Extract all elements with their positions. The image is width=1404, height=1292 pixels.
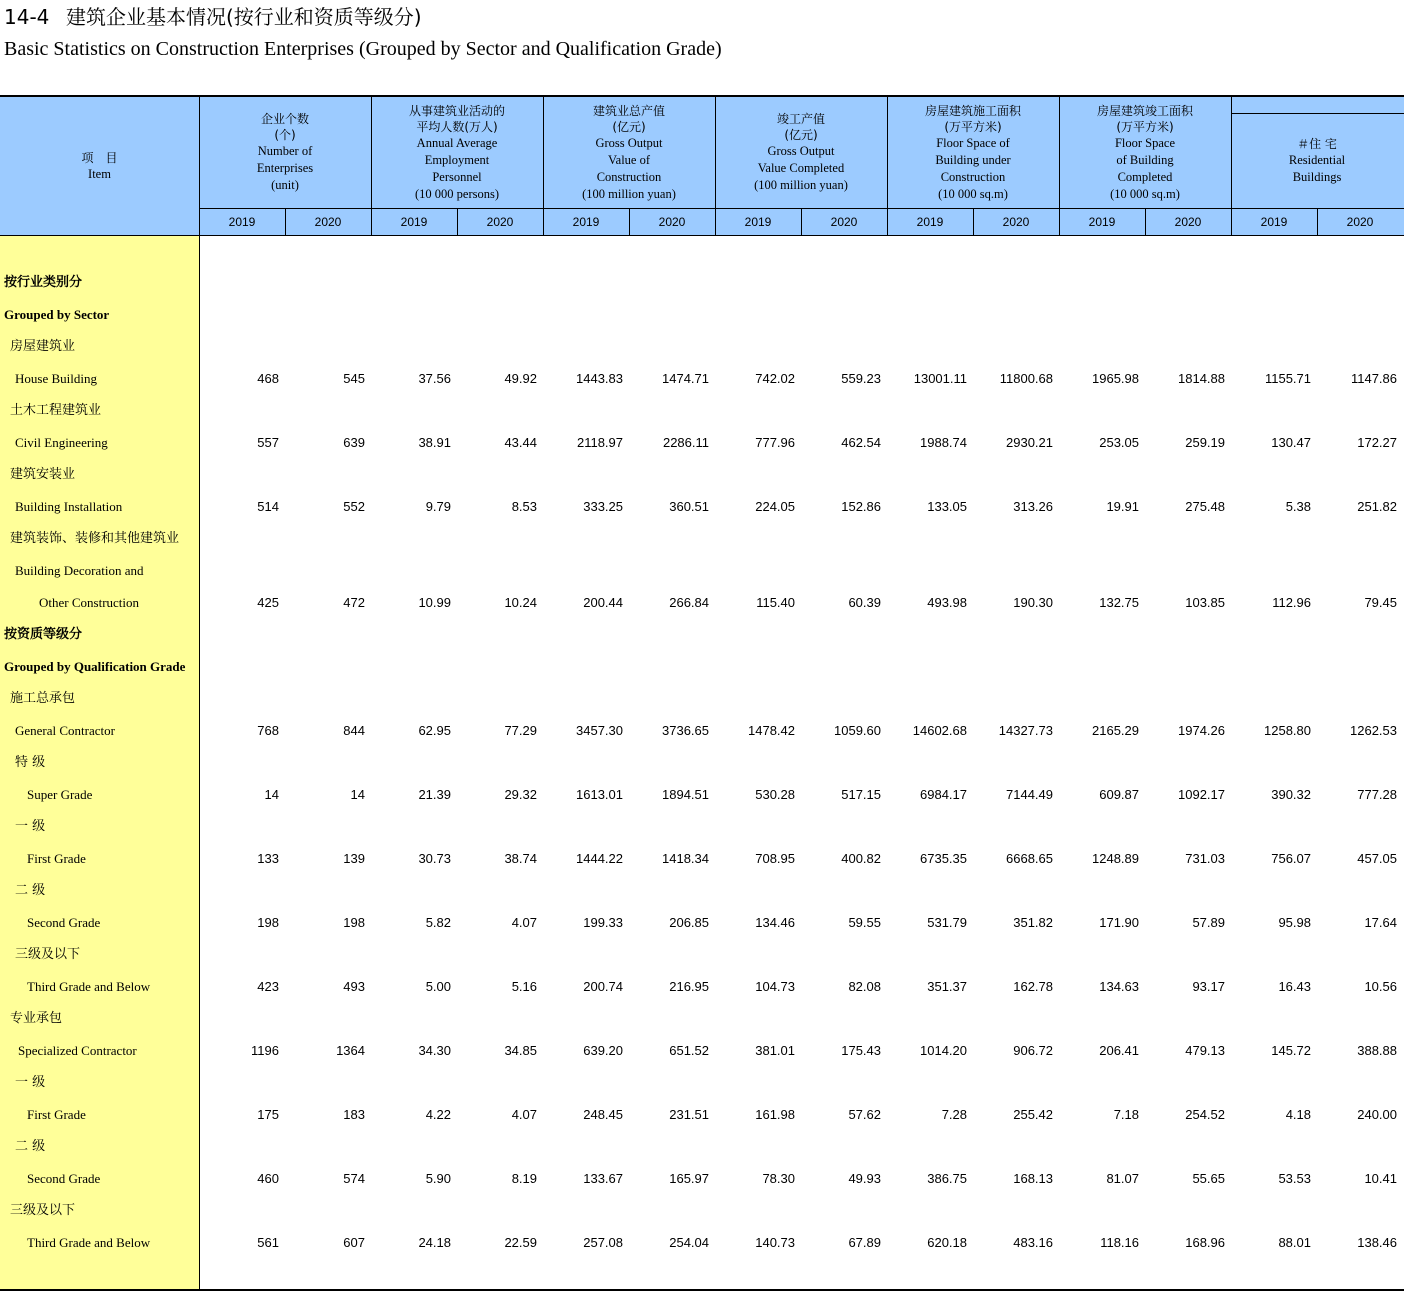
- row-label: Civil Engineering: [15, 435, 108, 450]
- table-cell: 82.08: [848, 979, 881, 994]
- table-cell: 34.30: [418, 1043, 451, 1058]
- table-cell: 1248.89: [1092, 851, 1139, 866]
- table-cell: 1196: [251, 1043, 279, 1058]
- table-cell: 1059.60: [834, 723, 881, 738]
- header-col-cn-line: 建筑业总产值: [592, 103, 665, 118]
- row-label: First Grade: [27, 851, 86, 866]
- table-cell: 468: [257, 371, 279, 386]
- header-col-en-line: Value of: [608, 152, 650, 167]
- row-label: 建筑安装业: [10, 467, 76, 482]
- table-cell: 162.78: [1013, 979, 1053, 994]
- table-cell: 49.92: [504, 371, 537, 386]
- row-label: First Grade: [27, 1107, 86, 1122]
- table-cell: 171.90: [1099, 915, 1139, 930]
- table-cell: 483.16: [1013, 1235, 1053, 1250]
- table-cell: 53.53: [1278, 1171, 1311, 1186]
- table-cell: 777.96: [755, 435, 795, 450]
- header-col-en-line: Gross Output: [767, 144, 835, 158]
- table-cell: 231.51: [669, 1107, 709, 1122]
- table-cell: 11800.68: [999, 371, 1053, 386]
- table-cell: 559.23: [841, 371, 881, 386]
- table-cell: 457.05: [1357, 851, 1397, 866]
- table-cell: 190.30: [1013, 595, 1053, 610]
- header-col-en-line: of Building: [1116, 152, 1174, 167]
- table-cell: 493.98: [927, 595, 967, 610]
- table-cell: 561: [257, 1235, 279, 1250]
- table-cell: 257.08: [583, 1235, 623, 1250]
- table-cell: 2165.29: [1092, 723, 1139, 738]
- table-number: 14-4: [4, 5, 50, 29]
- row-label: Third Grade and Below: [27, 979, 151, 994]
- table-cell: 4.18: [1285, 1107, 1311, 1122]
- row-label: General Contractor: [15, 723, 115, 738]
- header-col-cn-line: (亿元): [612, 119, 646, 134]
- table-cell: 5.00: [425, 979, 451, 994]
- table-cell: 133: [257, 851, 279, 866]
- header-col-en-line: (100 million yuan): [754, 178, 848, 192]
- header-col-en-line: Buildings: [1292, 170, 1342, 184]
- table-cell: 2286.11: [662, 435, 709, 450]
- header-col-en-line: Personnel: [432, 169, 482, 184]
- table-cell: 172.27: [1357, 435, 1397, 450]
- row-label: Second Grade: [27, 1171, 101, 1186]
- header-col-en-line: Floor Space of: [936, 135, 1010, 150]
- table-cell: 14: [264, 787, 279, 802]
- table-cell: 19.91: [1106, 499, 1139, 514]
- table-cell: 639: [343, 435, 365, 450]
- table-cell: 5.38: [1285, 499, 1311, 514]
- table-cell: 514: [257, 499, 279, 514]
- table-cell: 17.64: [1364, 915, 1397, 930]
- table-cell: 351.82: [1013, 915, 1053, 930]
- header-col-6: [1059, 97, 1231, 208]
- header-col-en-line: Value Completed: [757, 161, 845, 175]
- table-cell: 4.22: [425, 1107, 451, 1122]
- header-col-3: [543, 97, 715, 208]
- table-cell: 10.56: [1364, 979, 1397, 994]
- header-year-2020: 2020: [1346, 215, 1374, 229]
- header-col-en-line: (10 000 persons): [414, 186, 499, 201]
- table-cell: 59.55: [848, 915, 881, 930]
- table-cell: 168.96: [1185, 1235, 1225, 1250]
- table-cell: 183: [343, 1107, 365, 1122]
- table-cell: 251.82: [1357, 499, 1397, 514]
- header-item-en: Item: [88, 167, 111, 181]
- table-cell: 479.13: [1185, 1043, 1225, 1058]
- table-cell: 10.41: [1364, 1171, 1397, 1186]
- table-cell: 145.72: [1271, 1043, 1311, 1058]
- table-cell: 1092.17: [1178, 787, 1225, 802]
- row-label: Second Grade: [27, 915, 101, 930]
- table-cell: 199.33: [583, 915, 623, 930]
- table-cell: 1974.26: [1178, 723, 1225, 738]
- row-label: 施工总承包: [10, 691, 76, 706]
- table-cell: 254.04: [669, 1235, 709, 1250]
- header-col-cn-line: (个): [274, 128, 296, 142]
- table-cell: 9.79: [425, 499, 451, 514]
- table-cell: 708.95: [755, 851, 795, 866]
- row-label: 一 级: [15, 1075, 46, 1090]
- header-col-en-line: Gross Output: [595, 135, 663, 150]
- header-col-cn-line: 企业个数: [260, 112, 309, 126]
- table-cell: 62.95: [418, 723, 451, 738]
- table-cell: 38.74: [504, 851, 537, 866]
- table-cell: 38.91: [418, 435, 451, 450]
- table-bottom-rule: [0, 1289, 1404, 1291]
- header-col-2: [371, 97, 543, 208]
- table-cell: 104.73: [755, 979, 795, 994]
- table-cell: 1147.86: [1350, 371, 1397, 386]
- table-cell: 7.28: [941, 1107, 967, 1122]
- table-cell: 112.96: [1272, 595, 1311, 610]
- header-col-en-line: (10 000 sq.m): [938, 186, 1008, 201]
- table-cell: 240.00: [1357, 1107, 1397, 1122]
- table-cell: 253.05: [1099, 435, 1139, 450]
- header-col-7: [1231, 114, 1403, 208]
- table-cell: 60.39: [848, 595, 881, 610]
- table-cell: 493: [343, 979, 365, 994]
- table-cell: 313.26: [1013, 499, 1053, 514]
- header-col-en-line: Completed: [1117, 169, 1173, 184]
- row-label: 按资质等级分: [4, 627, 83, 642]
- header-col-en-line: Number of: [257, 144, 313, 158]
- header-col-en-line: Construction: [940, 169, 1006, 184]
- table-cell: 360.51: [669, 499, 709, 514]
- table-cell: 545: [343, 371, 365, 386]
- table-cell: 175.43: [841, 1043, 881, 1058]
- table-cell: 607: [343, 1235, 365, 1250]
- row-label: House Building: [15, 371, 97, 386]
- header-col-en-line: Building under: [935, 152, 1011, 167]
- table-cell: 152.86: [841, 499, 881, 514]
- table-cell: 3736.65: [662, 723, 709, 738]
- table-cell: 756.07: [1271, 851, 1311, 866]
- row-label: 房屋建筑业: [10, 339, 76, 354]
- table-title-en: Basic Statistics on Construction Enterprises (Grouped by Sector and Qualification Grade): [4, 38, 722, 60]
- table-cell: 79.45: [1364, 595, 1397, 610]
- table-cell: 1894.51: [662, 787, 709, 802]
- table-cell: 390.32: [1271, 787, 1311, 802]
- row-label: Specialized Contractor: [18, 1043, 137, 1058]
- table-cell: 530.28: [755, 787, 795, 802]
- header-year-2020: 2020: [1174, 215, 1202, 229]
- table-cell: 2118.97: [576, 435, 623, 450]
- table-cell: 198: [343, 915, 365, 930]
- row-label: 一 级: [15, 819, 46, 834]
- table-cell: 1258.80: [1264, 723, 1311, 738]
- table-cell: 574: [343, 1171, 365, 1186]
- table-cell: 472: [343, 595, 365, 610]
- row-label: 三级及以下: [15, 947, 81, 962]
- header-item-cn: 项 目: [81, 151, 118, 165]
- table-cell: 386.75: [927, 1171, 967, 1186]
- table-cell: 168.13: [1013, 1171, 1053, 1186]
- table-cell: 134.46: [755, 915, 795, 930]
- table-cell: 1262.53: [1350, 723, 1397, 738]
- row-label: 专业承包: [10, 1011, 63, 1026]
- header-col-en-line: (unit): [271, 178, 299, 192]
- header-col-cn-line: 从事建筑业活动的: [408, 103, 505, 118]
- table-cell: 254.52: [1185, 1107, 1225, 1122]
- table-cell: 37.56: [418, 371, 451, 386]
- table-cell: 266.84: [669, 595, 709, 610]
- table-cell: 1988.74: [920, 435, 967, 450]
- table-cell: 531.79: [927, 915, 967, 930]
- table-cell: 2930.21: [1006, 435, 1053, 450]
- table-cell: 7144.49: [1006, 787, 1053, 802]
- table-cell: 639.20: [583, 1043, 623, 1058]
- header-year-2019: 2019: [1260, 215, 1288, 229]
- header-year-2020: 2020: [314, 215, 342, 229]
- row-label: Building Installation: [15, 499, 123, 514]
- row-label: Other Construction: [39, 595, 140, 610]
- header-col-cn-line: 平均人数(万人): [416, 119, 498, 134]
- table-cell: 16.43: [1278, 979, 1311, 994]
- table-cell: 5.82: [425, 915, 451, 930]
- table-cell: 43.44: [504, 435, 537, 450]
- header-year-2019: 2019: [400, 215, 428, 229]
- table-cell: 1443.83: [576, 371, 623, 386]
- table-cell: 14: [350, 787, 365, 802]
- table-cell: 206.85: [669, 915, 709, 930]
- table-cell: 557: [257, 435, 279, 450]
- header-col-en-line: Construction: [596, 169, 662, 184]
- row-label: Third Grade and Below: [27, 1235, 151, 1250]
- row-label: 土木工程建筑业: [10, 403, 102, 418]
- table-cell: 81.07: [1106, 1171, 1139, 1186]
- header-col-cn-line: 竣工产值: [776, 112, 825, 126]
- row-label: Grouped by Sector: [4, 307, 110, 322]
- table-cell: 95.98: [1278, 915, 1311, 930]
- table-cell: 6735.35: [920, 851, 967, 866]
- table-cell: 118.16: [1100, 1235, 1139, 1250]
- table-cell: 460: [257, 1171, 279, 1186]
- table-cell: 140.73: [755, 1235, 795, 1250]
- table-cell: 351.37: [927, 979, 967, 994]
- table-cell: 67.89: [848, 1235, 881, 1250]
- table-cell: 115.40: [756, 595, 795, 610]
- row-label: 二 级: [15, 883, 46, 898]
- table-cell: 275.48: [1185, 499, 1225, 514]
- table-cell: 29.32: [504, 787, 537, 802]
- table-cell: 651.52: [669, 1043, 709, 1058]
- table-cell: 620.18: [927, 1235, 967, 1250]
- header-col-cn-line: (亿元): [784, 128, 818, 142]
- table-cell: 3457.30: [576, 723, 623, 738]
- header-year-2019: 2019: [744, 215, 772, 229]
- header-col-5: [887, 97, 1059, 208]
- table-cell: 248.45: [583, 1107, 623, 1122]
- table-cell: 388.88: [1357, 1043, 1397, 1058]
- row-label: Grouped by Qualification Grade: [4, 659, 186, 674]
- table-cell: 259.19: [1185, 435, 1225, 450]
- table-cell: 1613.01: [576, 787, 623, 802]
- table-cell: 13001.11: [913, 371, 967, 386]
- header-col-cn-line: ＃住 宅: [1297, 137, 1337, 151]
- table-cell: 30.73: [418, 851, 451, 866]
- table-cell: 165.97: [669, 1171, 709, 1186]
- table-cell: 133.05: [927, 499, 967, 514]
- header-col-en-line: (10 000 sq.m): [1110, 186, 1180, 201]
- row-label: 建筑装饰、装修和其他建筑业: [10, 531, 180, 546]
- table-title-cn-text: 建筑企业基本情况(按行业和资质等级分): [66, 5, 422, 29]
- table-cell: 1444.22: [576, 851, 623, 866]
- header-col-en-line: Annual Average: [416, 135, 498, 150]
- table-cell: 10.99: [418, 595, 451, 610]
- header-year-2020: 2020: [830, 215, 858, 229]
- table-cell: 34.85: [504, 1043, 537, 1058]
- table-cell: 198: [257, 915, 279, 930]
- table-cell: 57.89: [1192, 915, 1225, 930]
- table-cell: 425: [257, 595, 279, 610]
- table-cell: 1014.20: [920, 1043, 967, 1058]
- table-cell: 6668.65: [1006, 851, 1053, 866]
- table-cell: 1155.71: [1264, 371, 1311, 386]
- header-year-2020: 2020: [486, 215, 514, 229]
- table-cell: 22.59: [504, 1235, 537, 1250]
- table-cell: 93.17: [1192, 979, 1225, 994]
- table-cell: 21.39: [418, 787, 451, 802]
- table-cell: 844: [343, 723, 365, 738]
- row-label: Super Grade: [27, 787, 93, 802]
- header-year-2019: 2019: [572, 215, 600, 229]
- table-cell: 133.67: [583, 1171, 623, 1186]
- table-cell: 216.95: [669, 979, 709, 994]
- table-cell: 1474.71: [662, 371, 709, 386]
- table-cell: 206.41: [1099, 1043, 1139, 1058]
- table-cell: 14327.73: [998, 723, 1053, 738]
- header-col-en-line: Enterprises: [256, 161, 314, 175]
- table-cell: 77.29: [504, 723, 537, 738]
- table-cell: 200.44: [583, 595, 623, 610]
- table-cell: 1418.34: [662, 851, 709, 866]
- table-cell: 255.42: [1013, 1107, 1053, 1122]
- header-col-cn-line: (万平方米): [1116, 119, 1174, 134]
- table-cell: 8.19: [511, 1171, 537, 1186]
- header-col-cn-line: 房屋建筑施工面积: [924, 103, 1021, 118]
- table-cell: 7.18: [1113, 1107, 1139, 1122]
- table-cell: 742.02: [755, 371, 795, 386]
- table-cell: 462.54: [841, 435, 881, 450]
- header-item: [0, 97, 199, 236]
- table-cell: 1965.98: [1092, 371, 1139, 386]
- table-cell: 24.18: [418, 1235, 451, 1250]
- table-cell: 5.90: [425, 1171, 451, 1186]
- header-year-2019: 2019: [1088, 215, 1116, 229]
- table-cell: 200.74: [583, 979, 623, 994]
- table-cell: 138.46: [1357, 1235, 1397, 1250]
- row-label: 二 级: [15, 1139, 46, 1154]
- table-cell: 333.25: [583, 499, 623, 514]
- row-label: 三级及以下: [10, 1203, 76, 1218]
- table-cell: 57.62: [848, 1107, 881, 1122]
- table-cell: 103.85: [1185, 595, 1225, 610]
- row-label: Building Decoration and: [15, 563, 144, 578]
- table-cell: 10.24: [504, 595, 537, 610]
- header-col-1: [199, 97, 371, 208]
- table-cell: 731.03: [1185, 851, 1225, 866]
- table-cell: 4.07: [511, 915, 537, 930]
- table-cell: 8.53: [511, 499, 537, 514]
- header-col-en-line: Employment: [424, 152, 490, 167]
- table-cell: 6984.17: [920, 787, 967, 802]
- table-cell: 49.93: [848, 1171, 881, 1186]
- header-col-en-line: Residential: [1288, 153, 1346, 167]
- header-year-2019: 2019: [228, 215, 256, 229]
- table-cell: 175: [257, 1107, 279, 1122]
- table-cell: 768: [257, 723, 279, 738]
- table-cell: 1814.88: [1178, 371, 1225, 386]
- table-cell: 5.16: [511, 979, 537, 994]
- table-cell: 517.15: [841, 787, 881, 802]
- table-cell: 132.75: [1099, 595, 1139, 610]
- row-label: 特 级: [15, 755, 46, 770]
- table-cell: 381.01: [755, 1043, 795, 1058]
- header-col-cn-line: 房屋建筑竣工面积: [1096, 103, 1193, 118]
- header-bottom-rule: [0, 235, 1404, 236]
- table-cell: 130.47: [1271, 435, 1311, 450]
- table-cell: 14602.68: [912, 723, 967, 738]
- header-year-2020: 2020: [658, 215, 686, 229]
- table-cell: 134.63: [1099, 979, 1139, 994]
- header-year-2020: 2020: [1002, 215, 1030, 229]
- table-cell: 224.05: [755, 499, 795, 514]
- table-cell: 4.07: [511, 1107, 537, 1122]
- table-cell: 777.28: [1357, 787, 1397, 802]
- header-col-4: [715, 97, 887, 208]
- table-cell: 400.82: [841, 851, 881, 866]
- header-col-en-line: Floor Space: [1114, 135, 1176, 150]
- table-cell: 423: [257, 979, 279, 994]
- table-cell: 1364: [336, 1043, 365, 1058]
- table-title-cn: [4, 4, 422, 30]
- table-cell: 906.72: [1013, 1043, 1053, 1058]
- table-cell: 139: [343, 851, 365, 866]
- row-label: 按行业类别分: [4, 275, 83, 290]
- table-cell: 78.30: [762, 1171, 795, 1186]
- header-col-en-line: (100 million yuan): [582, 186, 676, 201]
- table-cell: 609.87: [1099, 787, 1139, 802]
- table-cell: 552: [343, 499, 365, 514]
- table-cell: 1478.42: [748, 723, 795, 738]
- table-cell: 161.98: [755, 1107, 795, 1122]
- header-year-2019: 2019: [916, 215, 944, 229]
- header-col-cn-line: (万平方米): [944, 119, 1002, 134]
- table-cell: 88.01: [1278, 1235, 1311, 1250]
- table-cell: 55.65: [1192, 1171, 1225, 1186]
